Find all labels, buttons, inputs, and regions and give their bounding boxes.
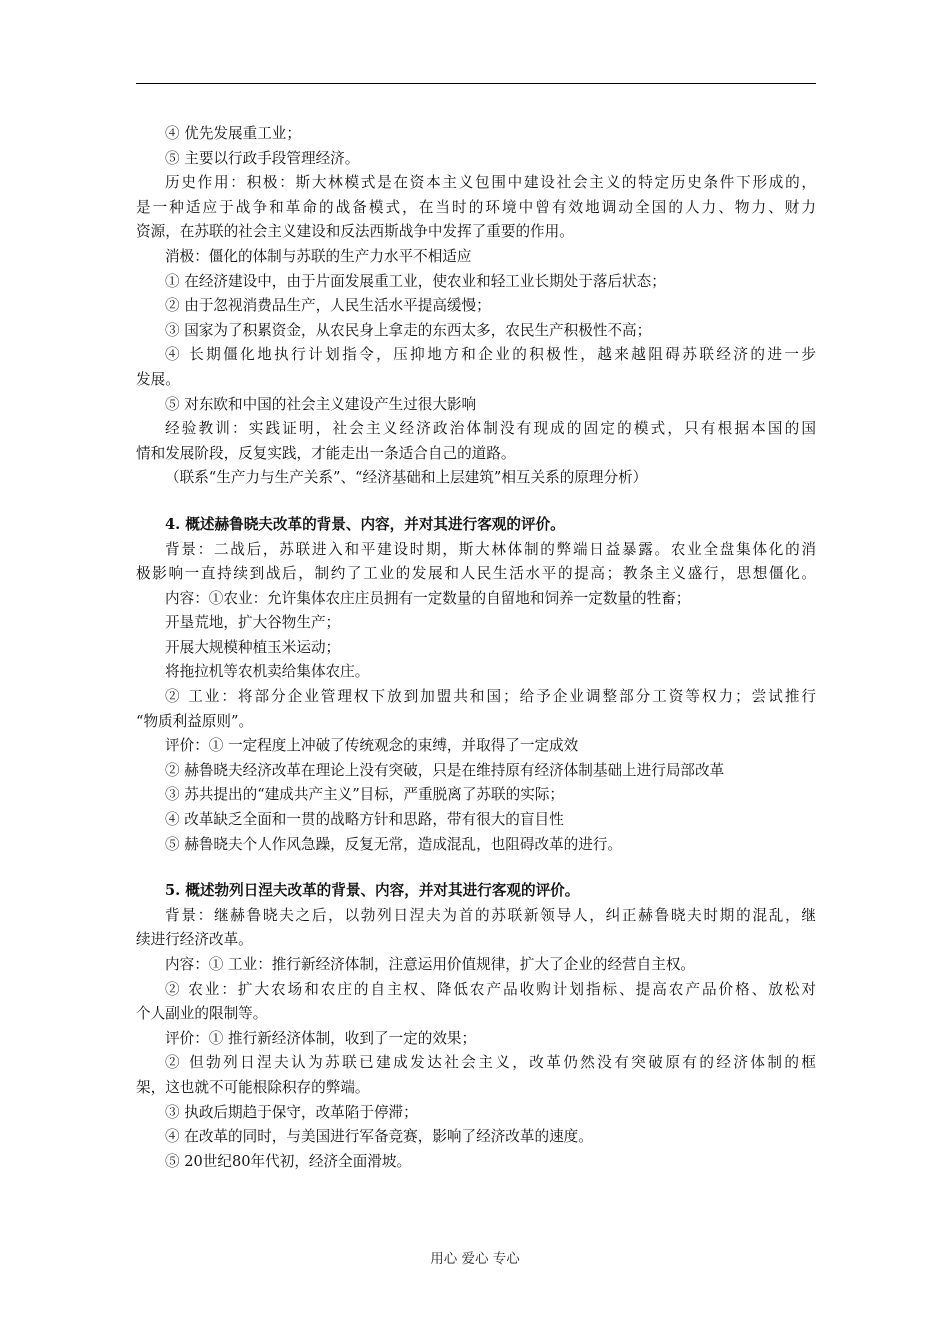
text-line: ② 农业：扩大农场和农庄的自主权、降低农产品收购计划指标、提高农产品价格、放松对 [165,980,816,998]
text-line: ④ 在改革的同时，与美国进行军备竞赛，影响了经济改革的速度。 [165,1128,593,1146]
text-line: ③ 执政后期趋于保守，改革陷于停滞； [165,1103,418,1121]
header-rule [136,83,816,84]
text-line: 开垦荒地，扩大谷物生产； [165,614,341,632]
text-line: ⑤ 20世纪80年代初，经济全面滑坡。 [165,1152,412,1170]
text-line: “物质利益原则”。 [136,712,254,730]
text-line: 消极：僵化的体制与苏联的生产力水平不相适应 [165,247,472,265]
text-line: ④ 优先发展重工业； [165,125,301,142]
text-line: 经验教训：实践证明，社会主义经济政治体制没有现成的固定的模式，只有根据本国的国 [165,420,816,438]
text-line: 资源，在苏联的社会主义建设和反法西斯战争中发挥了重要的作用。 [136,223,574,241]
text-line: 将拖拉机等农机卖给集体农庄。 [165,663,370,681]
text-line: 历史作用：积极：斯大林模式是在资本主义包围中建设社会主义的特定历史条件下形成的， [165,174,816,192]
text-line: 个人副业的限制等。 [136,1005,268,1023]
text-line: ④ 改革缺乏全面和一贯的战略方针和思路，带有很大的盲目性 [165,811,564,829]
text-line: 架，这也就不可能根除积存的弊端。 [136,1078,370,1096]
text-line: ② 工业：将部分企业管理权下放到加盟共和国；给予企业调整部分工资等权力；尝试推行 [165,688,816,706]
text-line: 是一种适应于战争和革命的战备模式，在当时的环境中曾有效地调动全国的人力、物力、财力 [136,198,816,216]
section-gap [136,491,816,513]
text-line: 评价：① 推行新经济体制，收到了一定的效果； [165,1029,477,1047]
text-line: ⑤ 赫鲁晓夫个人作风急躁，反复无常，造成混乱，也阻碍改革的进行。 [165,835,623,853]
text-line: ⑤ 主要以行政手段管理经济。 [165,149,360,167]
page-footer: 用心 爱心 专心 [430,1251,520,1267]
section-heading: 4. 概述赫鲁晓夫改革的背景、内容，并对其进行客观的评价。 [165,515,565,533]
text-line: 内容：①农业：允许集体农庄庄员拥有一定数量的自留地和饲养一定数量的牲畜； [165,589,691,607]
text-line: 背景：继赫鲁晓夫之后，以勃列日涅夫为首的苏联新领导人，纠正赫鲁晓夫时期的混乱，继 [165,906,816,924]
text-line: 评价：① 一定程度上冲破了传统观念的束缚，并取得了一定成效 [165,737,579,755]
text-line: （联系“生产力与生产关系”、“经济基础和上层建筑”相互关系的原理分析） [165,469,648,487]
text-line: 发展。 [136,370,180,388]
document-body [136,122,816,1174]
text-line: 内容：① 工业：推行新经济体制，注意运用价值规律，扩大了企业的经营自主权。 [165,956,696,973]
text-line: ② 由于忽视消费品生产，人民生活水平提高缓慢； [165,297,491,315]
section-gap [136,857,816,879]
text-line: ③ 国家为了积累资金，从农民身上拿走的东西太多，农民生产积极性不高； [165,321,652,339]
text-line: ③ 苏共提出的“建成共产主义”目标，严重脱离了苏联的实际； [165,786,565,804]
section-heading: 5. 概述勃列日涅夫改革的背景、内容，并对其进行客观的评价。 [165,882,580,900]
text-line: ④ 长期僵化地执行计划指令，压抑地方和企业的积极性，越来越阻碍苏联经济的进一步 [165,346,816,364]
text-line: 开展大规模种植玉米运动； [165,638,341,656]
text-line: 背景：二战后，苏联进入和平建设时期，斯大林体制的弊端日益暴露。农业全盘集体化的消 [165,540,816,558]
text-line: ① 在经济建设中，由于片面发展重工业，使农业和轻工业长期处于落后状态； [165,272,666,290]
text-line: ② 赫鲁晓夫经济改革在理论上没有突破，只是在维持原有经济体制基础上进行局部改革 [165,761,725,779]
text-line: 情和发展阶段，反复实践，才能走出一条适合自己的道路。 [136,444,516,462]
text-line: ⑤ 对东欧和中国的社会主义建设产生过很大影响 [165,395,477,413]
text-line: ② 但勃列日涅夫认为苏联已建成发达社会主义，改革仍然没有突破原有的经济体制的框 [165,1054,816,1072]
text-line: 续进行经济改革。 [136,931,253,949]
text-line: 极影响一直持续到战后，制约了工业的发展和人民生活水平的提高；教条主义盛行，思想僵化。 [136,565,816,583]
